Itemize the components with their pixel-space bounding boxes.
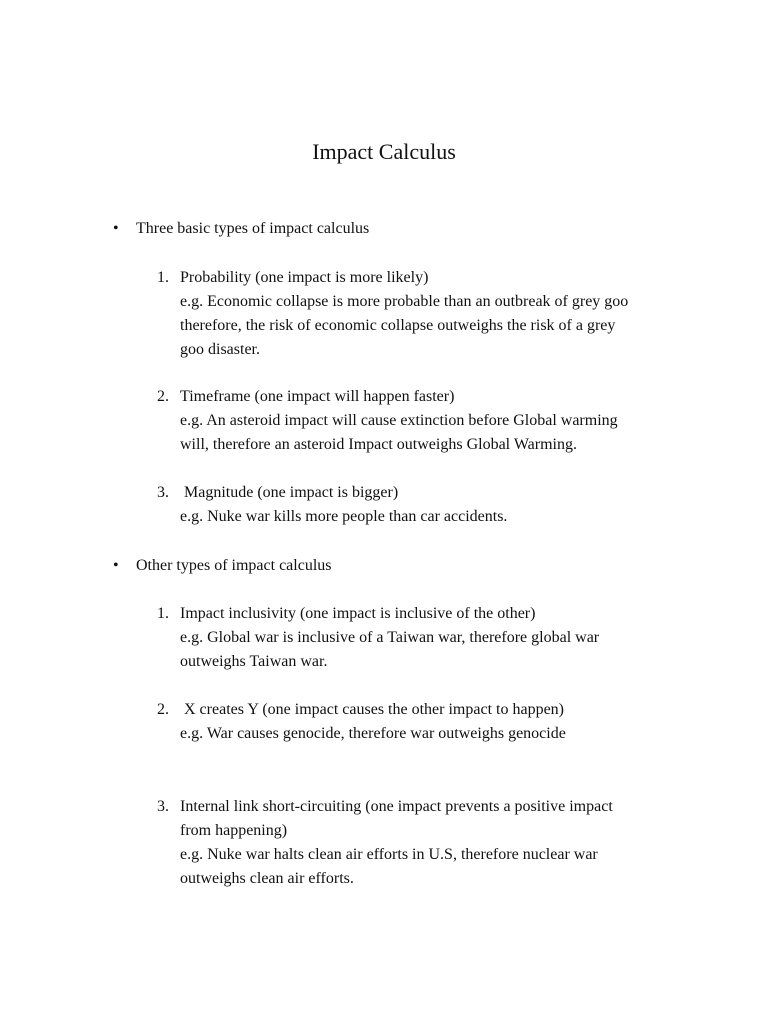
list-item-line: e.g. Nuke war halts clean air efforts in U.S, therefore nuclear war: [180, 846, 598, 863]
list-item-body: [180, 795, 700, 891]
list-item-line: Internal link short-circuiting (one impact prevents a positive impact: [180, 798, 613, 815]
list-item-line: Timeframe (one impact will happen faster): [180, 388, 455, 405]
list-item-line: outweighs Taiwan war.: [180, 653, 328, 670]
list-item-line: outweighs clean air efforts.: [180, 870, 354, 887]
list-item-body: [180, 602, 700, 674]
list-item-body: [180, 266, 700, 362]
list-item-line: e.g. Economic collapse is more probable than an outbreak of grey goo: [180, 293, 629, 310]
list-item-line: e.g. Global war is inclusive of a Taiwan war, therefore global war: [180, 629, 600, 646]
list-item-line: Probability (one impact is more likely): [180, 269, 429, 286]
list-item-body: [180, 481, 700, 529]
list-item-number: 1.: [157, 605, 169, 622]
list-item-line: therefore, the risk of economic collapse outweighs the risk of a grey: [180, 317, 616, 334]
list-item-line: Magnitude (one impact is bigger): [180, 484, 399, 501]
list-item-number: 3.: [157, 484, 169, 501]
list-item-number: 1.: [157, 269, 169, 286]
list-item-line: e.g. Nuke war kills more people than car accidents.: [180, 508, 508, 525]
page-title: Impact Calculus: [312, 139, 456, 164]
list-item-line: Impact inclusivity (one impact is inclusive of the other): [180, 605, 536, 622]
list-item-number: 2.: [157, 701, 169, 718]
list-item-number: 3.: [157, 798, 169, 815]
section-heading-label: Other types of impact calculus: [136, 557, 332, 574]
list-item-line: goo disaster.: [180, 341, 260, 358]
list-item-line: e.g. An asteroid impact will cause extinction before Global warming: [180, 412, 618, 429]
list-item-line: from happening): [180, 822, 288, 839]
list-item-number: 2.: [157, 388, 169, 405]
bullet-icon: •: [113, 220, 119, 237]
section-heading-label: Three basic types of impact calculus: [136, 220, 370, 237]
list-item-line: X creates Y (one impact causes the other impact to happen): [180, 701, 564, 718]
list-item-line: will, therefore an asteroid Impact outweighs Global Warming.: [180, 436, 577, 453]
list-item-body: [180, 698, 700, 746]
list-item-line: e.g. War causes genocide, therefore war outweighs genocide: [180, 725, 566, 742]
list-item-body: [180, 385, 700, 457]
bullet-icon: •: [113, 557, 119, 574]
